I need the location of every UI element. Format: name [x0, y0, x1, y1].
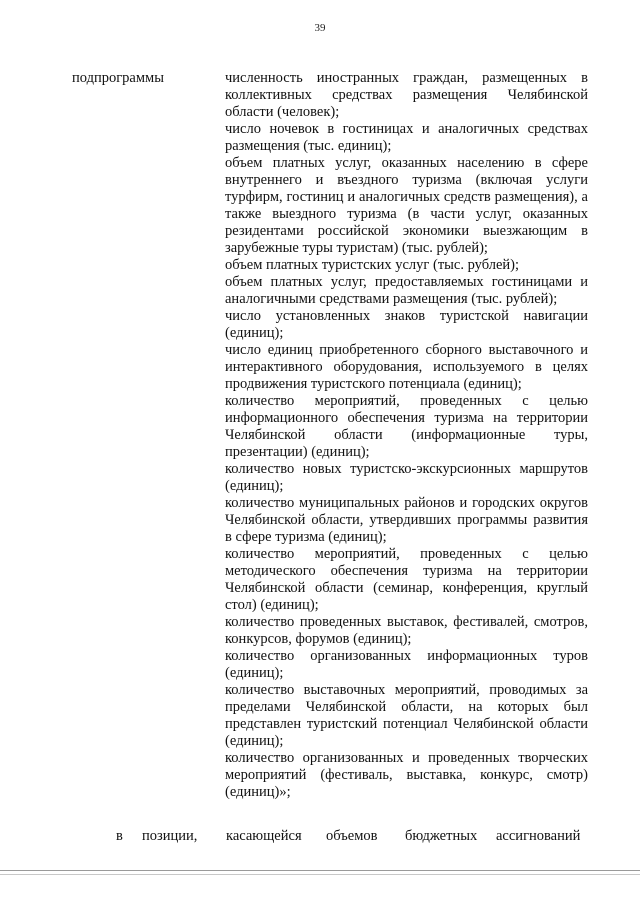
bottom-word: касающейся: [226, 828, 302, 844]
bottom-word: позиции,: [142, 828, 198, 844]
bottom-word: в: [116, 828, 123, 844]
bottom-word: объемов: [326, 828, 378, 844]
bottom-word: бюджетных: [405, 828, 478, 844]
indicator-item: количество новых туристско-экскурсионных маршрутов (единиц);: [225, 461, 588, 494]
left-label: подпрограммы: [72, 70, 164, 86]
indicator-item: число установленных знаков туристской навигации (единиц);: [225, 308, 588, 341]
indicator-item: количество выставочных мероприятий, проводимых за пределами Челябинской области, на которых был представлен туристский потенциал Челябинской области (единиц);: [225, 682, 588, 749]
indicator-item: число ночевок в гостиницах и аналогичных средствах размещения (тыс. единиц);: [225, 121, 588, 154]
indicator-item: численность иностранных граждан, размещенных в коллективных средствах размещения Челябинской области (человек);: [225, 70, 588, 120]
scan-artifact-line: [0, 874, 640, 875]
page-number: 39: [314, 22, 326, 34]
indicator-item: число единиц приобретенного сборного выставочного и интерактивного оборудования, используемого в целях продвижения туристского потенциала (единиц);: [225, 342, 588, 392]
bottom-word: ассигнований: [496, 828, 581, 844]
indicator-item: объем платных туристских услуг (тыс. рублей);: [225, 257, 520, 273]
indicator-list: [225, 70, 588, 801]
indicator-item: количество организованных информационных туров (единиц);: [225, 648, 588, 681]
indicator-item: количество муниципальных районов и городских округов Челябинской области, утвердивших программы развития в сфере туризма (единиц);: [225, 495, 588, 545]
indicator-item: количество организованных и проведенных творческих мероприятий (фестиваль, выставка, конкурс, смотр) (единиц)»;: [225, 750, 588, 800]
indicator-item: объем платных услуг, предоставляемых гостиницами и аналогичными средствами размещения (тыс. рублей);: [225, 274, 588, 307]
scan-artifact-line: [0, 870, 640, 871]
indicator-item: объем платных услуг, оказанных населению в сфере внутреннего и въездного туризма (включая услуги турфирм, гостиниц и аналогичных средств размещения), а также выездного туризма (в части услуг, оказанных резидентами российской экономики выезжающим в зарубежные туры туристам) (тыс. рублей);: [225, 155, 588, 256]
indicator-item: количество мероприятий, проведенных с целью методического обеспечения туризма на территории Челябинской области (семинар, конференция, круглый стол) (единиц);: [225, 546, 588, 613]
indicator-item: количество мероприятий, проведенных с целью информационного обеспечения туризма на территории Челябинской области (информационные туры, презентации) (единиц);: [225, 393, 588, 460]
indicator-item: количество проведенных выставок, фестивалей, смотров, конкурсов, форумов (единиц);: [225, 614, 588, 647]
bottom-text-line: [0, 828, 640, 848]
